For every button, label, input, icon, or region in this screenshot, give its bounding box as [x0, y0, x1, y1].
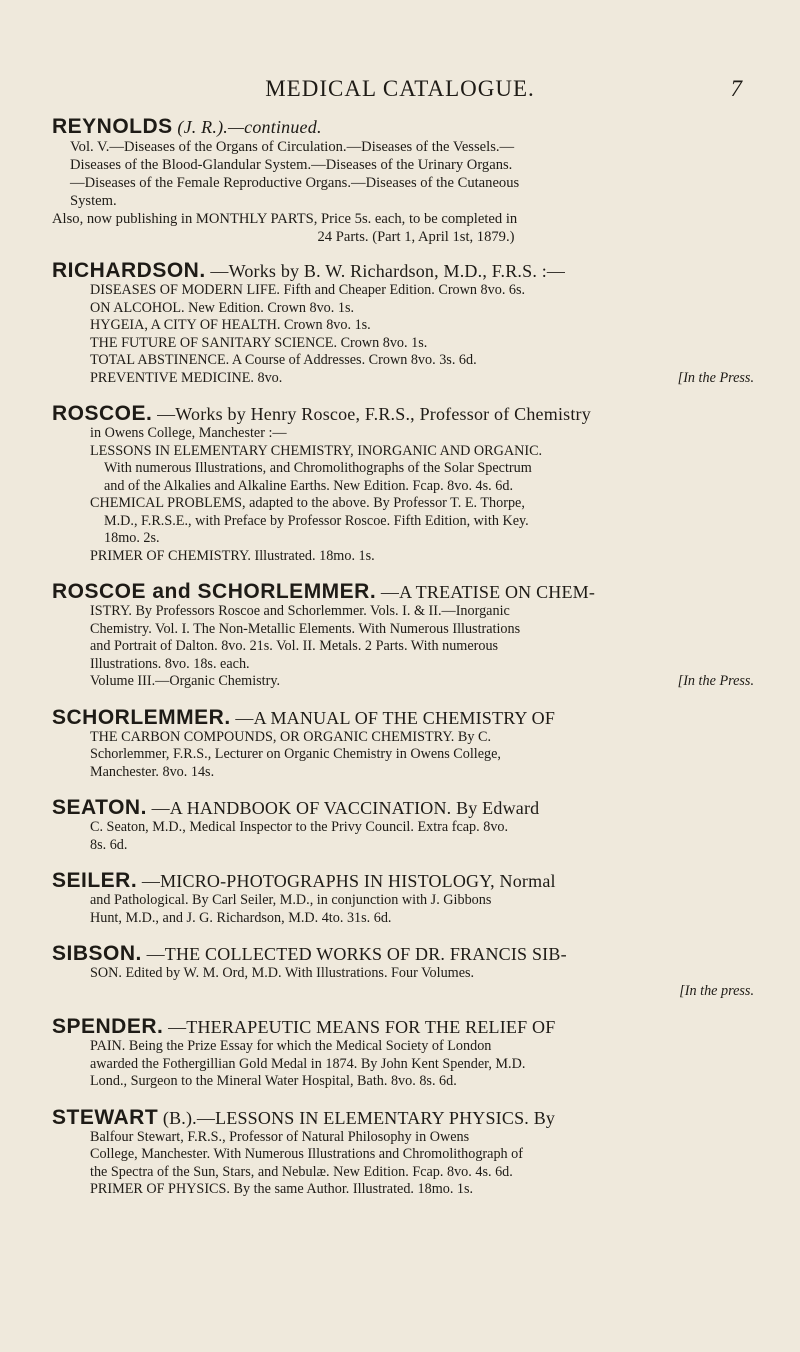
- entry-text: M.D., F.R.S.E., with Preface by Professor Roscoe. Fifth Edition, with Key.: [104, 512, 529, 529]
- press-note: [In the press.: [679, 982, 754, 999]
- entry-text: Schorlemmer, F.R.S., Lecturer on Organic Chemistry in Owens College,: [90, 746, 501, 762]
- entry-text: Diseases of the Blood-Glandular System.—Diseases of the Urinary Organs.: [70, 157, 513, 173]
- author-name: SIBSON.: [52, 942, 142, 965]
- work-item: PREVENTIVE MEDICINE. 8vo.: [90, 369, 283, 386]
- entry-text: System.: [70, 193, 117, 209]
- author-name: SPENDER.: [52, 1015, 164, 1038]
- author-suffix: (B.).—LESSONS IN ELEMENTARY PHYSICS. By: [162, 1107, 556, 1128]
- author-name: ROSCOE and SCHORLEMMER.: [52, 580, 377, 603]
- work-item: TOTAL ABSTINENCE. A Course of Addresses. Crown 8vo. 3s. 6d.: [90, 352, 477, 368]
- entry-reynolds: [52, 116, 762, 246]
- entry-text: C. Seaton, M.D., Medical Inspector to the Privy Council. Extra fcap. 8vo.: [90, 819, 509, 835]
- entry-text: 18mo. 2s.: [104, 530, 160, 546]
- entry-text: the Spectra of the Sun, Stars, and Nebulæ. New Edition. Fcap. 8vo. 4s. 6d.: [90, 1163, 513, 1180]
- entry-text: Vol. V.—Diseases of the Organs of Circulation.—Diseases of the Vessels.—: [70, 139, 515, 155]
- work-item: THE FUTURE OF SANITARY SCIENCE. Crown 8vo. 1s.: [90, 334, 428, 351]
- entry-text: —Diseases of the Female Reproductive Organs.—Diseases of the Cutaneous: [70, 175, 520, 191]
- entry-text: Hunt, M.D., and J. G. Richardson, M.D. 4to. 31s. 6d.: [90, 909, 392, 926]
- author-name: REYNOLDS: [52, 115, 173, 138]
- entry-text: awarded the Fothergillian Gold Medal in 1874. By John Kent Spender, M.D.: [90, 1055, 526, 1072]
- catalogue-body: [52, 116, 762, 1215]
- author-suffix: —Works by B. W. Richardson, M.D., F.R.S. :—: [210, 261, 566, 281]
- entry-stewart: [52, 1107, 762, 1199]
- entry-schorlemmer: [52, 707, 762, 782]
- author-suffix: —A TREATISE ON CHEM-: [380, 582, 596, 602]
- work-item: CHEMICAL PROBLEMS, adapted to the above. By Professor T. E. Thorpe,: [90, 495, 525, 511]
- author-suffix: —THERAPEUTIC MEANS FOR THE RELIEF OF: [168, 1017, 556, 1037]
- page-title: MEDICAL CATALOGUE.: [265, 76, 535, 101]
- entry-text: and Pathological. By Carl Seiler, M.D., in conjunction with J. Gibbons: [90, 892, 492, 908]
- entry-sibson: [52, 943, 762, 1000]
- author-name: SCHORLEMMER.: [52, 705, 231, 729]
- author-suffix: —MICRO-PHOTOGRAPHS IN HISTOLOGY, Normal: [141, 871, 556, 891]
- running-head: [0, 76, 800, 106]
- author-name: SEILER.: [52, 869, 138, 892]
- author-suffix: —Works by Henry Roscoe, F.R.S., Professor of Chemistry: [157, 404, 591, 424]
- entry-text: Chemistry. Vol. I. The Non-Metallic Elements. With Numerous Illustrations: [90, 620, 521, 637]
- entry-roscoe: [52, 403, 762, 565]
- entry-text: Volume III.—Organic Chemistry.: [90, 673, 281, 689]
- entry-text: With numerous Illustrations, and Chromolithographs of the Solar Spectrum: [104, 460, 532, 476]
- work-item: PRIMER OF CHEMISTRY. Illustrated. 18mo. 1s.: [90, 547, 375, 564]
- entry-text: SON. Edited by W. M. Ord, M.D. With Illustrations. Four Volumes.: [90, 965, 475, 981]
- work-item: PRIMER OF PHYSICS. By the same Author. Illustrated. 18mo. 1s.: [90, 1181, 474, 1197]
- author-name: SEATON.: [52, 796, 147, 819]
- work-item: LESSONS IN ELEMENTARY CHEMISTRY, INORGANIC AND ORGANIC.: [90, 442, 543, 459]
- entry-seiler: [52, 870, 762, 927]
- author-name: RICHARDSON.: [52, 259, 206, 282]
- entry-text: College, Manchester. With Numerous Illustrations and Chromolithograph of: [90, 1146, 523, 1162]
- entry-richardson: [52, 260, 762, 387]
- entry-text: THE CARBON COMPOUNDS, OR ORGANIC CHEMISTRY. By C.: [90, 728, 491, 745]
- entry-roscoe-schorlemmer: [52, 581, 762, 691]
- entry-text: Manchester. 8vo. 14s.: [90, 763, 215, 780]
- work-item: HYGEIA, A CITY OF HEALTH. Crown 8vo. 1s.: [90, 317, 371, 333]
- press-note: [In the Press.: [677, 673, 754, 689]
- entry-text: and of the Alkalies and Alkaline Earths. New Edition. Fcap. 8vo. 4s. 6d.: [104, 477, 513, 494]
- entry-text: Balfour Stewart, F.R.S., Professor of Natural Philosophy in Owens: [90, 1128, 470, 1145]
- entry-text: Also, now publishing in MONTHLY PARTS, Price 5s. each, to be completed in: [52, 211, 518, 227]
- author-name: STEWART: [52, 1105, 159, 1129]
- author-suffix: —A MANUAL OF THE CHEMISTRY OF: [235, 707, 556, 728]
- entry-text: PAIN. Being the Prize Essay for which the Medical Society of London: [90, 1038, 492, 1054]
- entry-text: Illustrations. 8vo. 18s. each.: [90, 655, 250, 672]
- entry-text: ISTRY. By Professors Roscoe and Schorlemmer. Vols. I. & II.—Inorganic: [90, 603, 510, 619]
- entry-text: and Portrait of Dalton. 8vo. 21s. Vol. II. Metals. 2 Parts. With numerous: [90, 638, 499, 654]
- page-number: 7: [730, 76, 742, 101]
- author-name: ROSCOE.: [52, 402, 153, 425]
- entry-text: in Owens College, Manchester :—: [90, 425, 287, 441]
- entry-text: 8s. 6d.: [90, 836, 128, 853]
- press-note: [In the Press.: [677, 369, 754, 386]
- author-suffix: —THE COLLECTED WORKS OF DR. FRANCIS SIB-: [146, 944, 567, 964]
- entry-seaton: [52, 797, 762, 854]
- entry-text: 24 Parts. (Part 1, April 1st, 1879.): [317, 229, 515, 245]
- work-item: DISEASES OF MODERN LIFE. Fifth and Cheaper Edition. Crown 8vo. 6s.: [90, 282, 526, 298]
- author-suffix: —A HANDBOOK OF VACCINATION. By Edward: [151, 798, 540, 818]
- author-suffix: (J. R.).—continued.: [177, 117, 322, 137]
- entry-text: Lond., Surgeon to the Mineral Water Hospital, Bath. 8vo. 8s. 6d.: [90, 1073, 457, 1089]
- entry-spender: [52, 1016, 762, 1091]
- work-item: ON ALCOHOL. New Edition. Crown 8vo. 1s.: [90, 299, 355, 316]
